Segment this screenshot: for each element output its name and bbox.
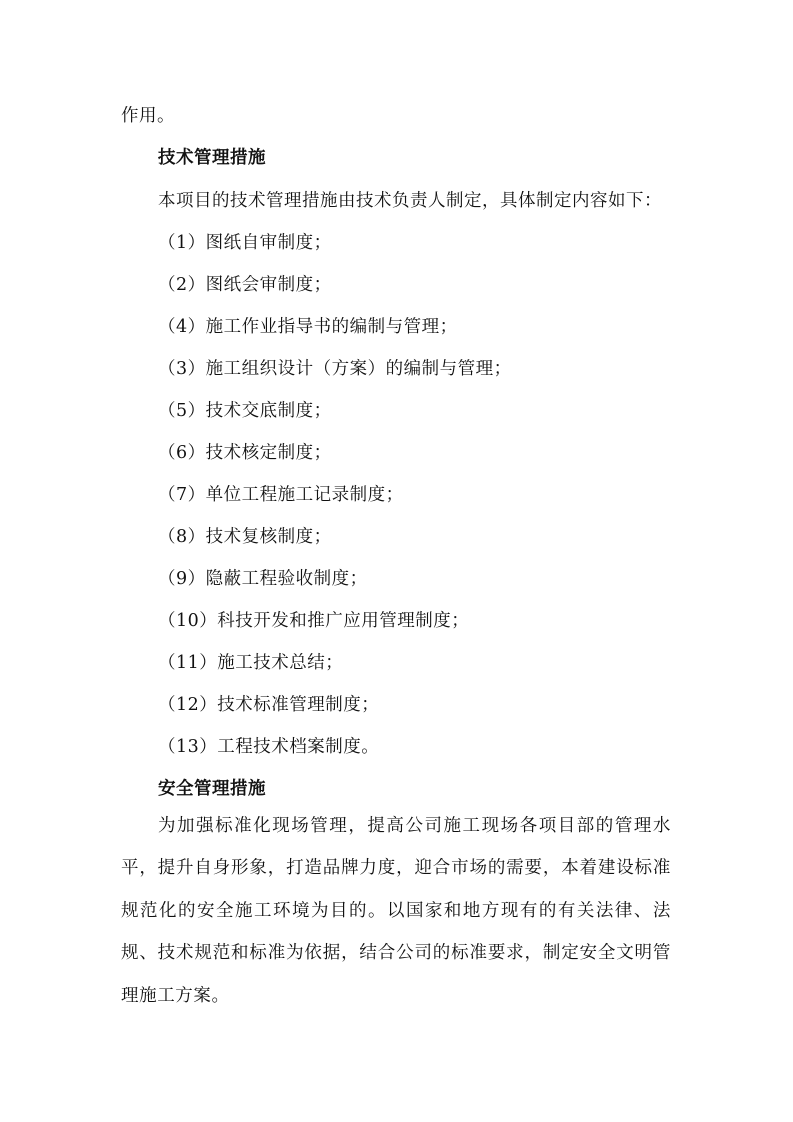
list-item: （11）施工技术总结； (158, 653, 344, 673)
safety-heading: 安全管理措施 (158, 779, 266, 799)
list-item: （13）工程技术档案制度。 (158, 737, 380, 757)
list-item: （10）科技开发和推广应用管理制度； (158, 611, 470, 631)
tech-intro: 本项目的技术管理措施由技术负责人制定，具体制定内容如下： (158, 191, 662, 211)
list-item: （9）隐蔽工程验收制度； (158, 569, 368, 589)
list-item: （2）图纸会审制度； (158, 275, 332, 295)
list-item: （5）技术交底制度； (158, 401, 332, 421)
list-item: （8）技术复核制度； (158, 527, 332, 547)
tech-heading: 技术管理措施 (158, 148, 266, 168)
list-item: （4）施工作业指导书的编制与管理； (158, 317, 458, 337)
list-item: （6）技术核定制度； (158, 443, 332, 463)
list-item: （7）单位工程施工记录制度； (158, 485, 404, 505)
list-item: （12）技术标准管理制度； (158, 695, 380, 715)
list-item: （1）图纸自审制度； (158, 233, 332, 253)
safety-paragraph: 为加强标准化现场管理，提高公司施工现场各项目部的管理水平，提升自身形象，打造品牌力度，迎合市场的需要，本着建设标准规范化的安全施工环境为目的。以国家和地方现有的有关法律、法规、技术规范和标准为依据，结合公司的标准要求，制定安全文明管理施工方案。 (121, 816, 671, 1006)
continuation-text: 作用。 (121, 106, 175, 126)
list-item: （3）施工组织设计（方案）的编制与管理； (158, 359, 512, 379)
